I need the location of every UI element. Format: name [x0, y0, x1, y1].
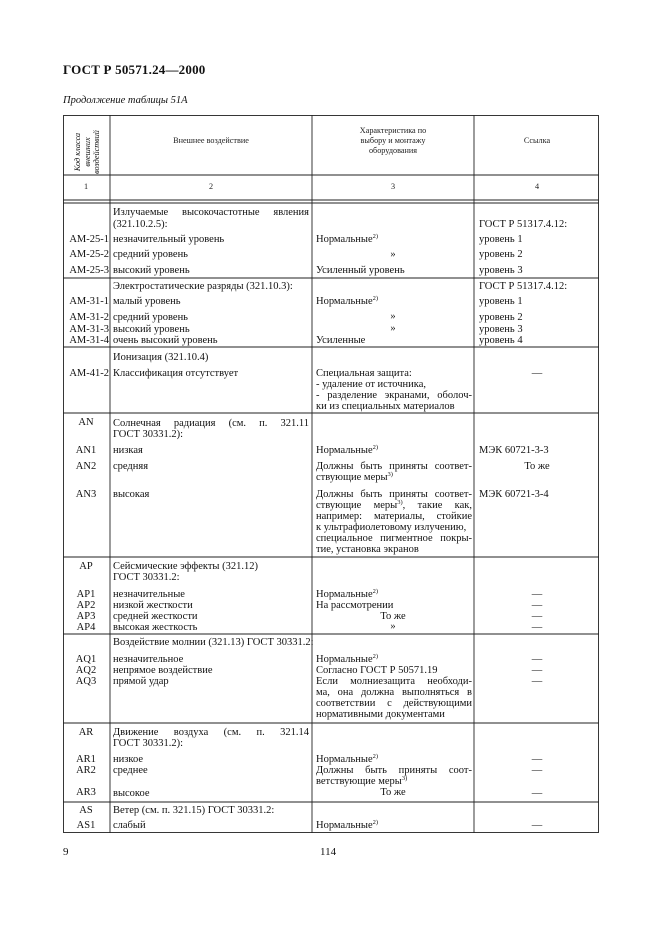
- an3-char-line4: к ультрафиолетовому излучению,: [316, 522, 467, 533]
- ar-title-line2: ГОСТ 30331.2):: [113, 738, 184, 749]
- am31-2-ref: уровень 2: [479, 312, 523, 323]
- ar3-char: То же: [380, 787, 406, 798]
- am41-desc: Классификация отсутствует: [113, 368, 239, 379]
- am31-1-char: Нормальные$^{2)}$: [316, 295, 379, 307]
- header-code-class: Код класса внешних воздействий: [72, 130, 101, 174]
- aq2-code: AQ2: [75, 665, 97, 676]
- ap2-char: На рассмотрении: [316, 600, 394, 611]
- am31-1-code: АМ-31-1: [69, 296, 109, 307]
- am25-2-desc: средний уровень: [113, 249, 188, 260]
- am25-3-desc: высокий уровень: [113, 265, 190, 276]
- an1-desc: низкая: [113, 445, 143, 456]
- am25-3-code: АМ-25-3: [69, 265, 109, 276]
- aq2-ref: —: [531, 665, 543, 676]
- am41-title: Ионизация (321.10.4): [113, 352, 209, 363]
- as-code: AS: [79, 805, 93, 816]
- am41-ref: —: [531, 368, 543, 379]
- am41-char-line4: ки из специальных материалов: [316, 401, 455, 412]
- aq3-char-line3: соответствии с действующими: [316, 698, 472, 709]
- ar2-desc: среднее: [113, 765, 148, 776]
- am31-2-desc: средний уровень: [113, 312, 188, 323]
- an3-ref: МЭК 60721-3-4: [479, 489, 549, 500]
- ap4-ref: —: [531, 622, 543, 633]
- ar1-ref: —: [531, 754, 543, 765]
- ap3-desc: средней жесткости: [113, 611, 198, 622]
- an2-ref: То же: [524, 461, 550, 472]
- ap4-char: »: [390, 621, 396, 632]
- am41-code: АМ-41-2: [69, 368, 109, 379]
- ar1-desc: низкое: [113, 754, 143, 765]
- am31-ref-title: ГОСТ Р 51317.4.12:: [479, 281, 568, 292]
- an3-desc: высокая: [113, 489, 150, 500]
- an-title-line2: ГОСТ 30331.2):: [113, 429, 184, 440]
- ap-title-line1: Сейсмические эффекты (321.12): [113, 561, 258, 572]
- ar3-code: AR3: [76, 787, 96, 798]
- ap2-code: AP2: [76, 600, 96, 611]
- ap1-ref: —: [531, 589, 543, 600]
- aq1-code: AQ1: [75, 654, 97, 665]
- am25-ref-title: ГОСТ Р 51317.4.12:: [479, 219, 568, 230]
- aq3-desc: прямой удар: [113, 676, 169, 687]
- ap3-ref: —: [531, 611, 543, 622]
- an1-code: AN1: [75, 445, 97, 456]
- document-title: ГОСТ Р 50571.24—2000: [63, 62, 206, 77]
- am25-1-desc: незначительный уровень: [113, 234, 225, 245]
- table-continuation-caption: Продолжение таблицы 51А: [63, 95, 188, 106]
- header-reference: Ссылка: [523, 136, 551, 145]
- am41-char-line3: - разделение экранами, оболоч-: [316, 390, 472, 401]
- an1-ref: МЭК 60721-3-3: [479, 445, 549, 456]
- as1-char: Нормальные$^{2)}$: [316, 819, 379, 831]
- ap1-desc: незначительные: [113, 589, 185, 600]
- an3-char-line3: например: материалы, стойкие: [316, 511, 472, 522]
- ar3-desc: высокое: [113, 788, 150, 799]
- ap1-code: AP1: [76, 589, 96, 600]
- aq-title: Воздействие молнии (321.13) ГОСТ 30331.2:: [113, 637, 314, 648]
- am31-3-char: »: [390, 323, 396, 334]
- an2-char-line2: ствующие меры$^{3)}$: [316, 471, 393, 483]
- an-code: AN: [78, 417, 94, 428]
- ap3-code: AP3: [76, 611, 96, 622]
- am31-4-ref: уровень 4: [479, 335, 523, 346]
- col-number-3: 3: [390, 182, 396, 191]
- header-characteristics: Характеристика по выбору и монтажу оборудования: [359, 126, 427, 155]
- ap1-char: Нормальные$^{2)}$: [316, 588, 379, 600]
- an3-char-line2: ствующие меры$^{3)}$, такие как,: [316, 499, 472, 511]
- am25-2-code: АМ-25-2: [69, 249, 109, 260]
- aq2-desc: непрямое воздействие: [113, 665, 213, 676]
- col-number-1: 1: [83, 182, 89, 191]
- am31-4-code: АМ-31-4: [69, 335, 109, 346]
- am25-1-code: АМ-25-1: [69, 234, 109, 245]
- ar2-ref: —: [531, 765, 543, 776]
- page-number-center: 114: [320, 846, 337, 858]
- am25-3-ref: уровень 3: [479, 265, 523, 276]
- am31-2-code: АМ-31-2: [69, 312, 109, 323]
- an3-char-line1: Должны быть приняты соответ-: [316, 489, 472, 500]
- am41-char-line1: Специальная защита:: [316, 368, 412, 379]
- am25-title-line1: Излучаемые высокочастотные явления: [113, 207, 309, 218]
- an1-char: Нормальные$^{2)}$: [316, 444, 379, 456]
- ar2-char-line2: ветствующие меры$^{3)}$: [316, 775, 408, 787]
- an3-code: AN3: [75, 489, 97, 500]
- as1-code: AS1: [76, 820, 96, 831]
- am31-3-desc: высокий уровень: [113, 324, 190, 335]
- ap3-char: То же: [380, 611, 406, 622]
- am31-4-char: Усиленные: [316, 335, 366, 346]
- aq3-ref: —: [531, 676, 543, 687]
- col-number-2: 2: [208, 182, 214, 191]
- aq3-char-line4: нормативными документами: [316, 709, 445, 720]
- am31-4-desc: очень высокий уровень: [113, 335, 218, 346]
- am31-2-char: »: [390, 311, 396, 322]
- page-number-left: 9: [63, 846, 69, 858]
- am31-title: Электростатические разряды (321.10.3):: [113, 281, 293, 292]
- am25-2-ref: уровень 2: [479, 249, 523, 260]
- ar1-char: Нормальные$^{2)}$: [316, 753, 379, 765]
- am31-1-ref: уровень 1: [479, 296, 523, 307]
- aq1-ref: —: [531, 654, 543, 665]
- aq1-desc: незначительное: [113, 654, 184, 665]
- aq3-char-line2: ма, она должна выполняться в: [316, 687, 472, 698]
- ap-code: AP: [79, 561, 93, 572]
- ar1-code: AR1: [76, 754, 96, 765]
- ap2-ref: —: [531, 600, 543, 611]
- aq3-char-line1: Если молниезащита необходи-: [316, 676, 472, 687]
- am25-3-char: Усиленный уровень: [316, 265, 405, 276]
- ar2-code: AR2: [76, 765, 96, 776]
- aq2-char: Согласно ГОСТ Р 50571.19: [316, 665, 438, 676]
- as1-desc: слабый: [113, 820, 146, 831]
- ap4-code: AP4: [76, 622, 96, 633]
- ar2-char-line1: Должны быть приняты соот-: [316, 765, 472, 776]
- col-number-4: 4: [534, 182, 540, 191]
- am25-2-char: »: [390, 249, 396, 260]
- am25-1-char: Нормальные$^{2)}$: [316, 233, 379, 245]
- ap-title-line2: ГОСТ 30331.2:: [113, 572, 180, 583]
- table-51a: [63, 115, 599, 833]
- ar-title-line1: Движение воздуха (см. п. 321.14: [113, 727, 309, 738]
- am41-char-line2: - удаление от источника,: [316, 379, 427, 390]
- an3-char-line5: специальное пигментное покры-: [316, 533, 472, 544]
- ap2-desc: низкой жесткости: [113, 600, 193, 611]
- am31-1-desc: малый уровень: [113, 296, 181, 307]
- am25-title-line2: (321.10.2.5):: [113, 219, 168, 230]
- aq3-code: AQ3: [75, 676, 97, 687]
- as1-ref: —: [531, 820, 543, 831]
- am31-3-ref: уровень 3: [479, 324, 523, 335]
- ar-code: AR: [78, 727, 94, 738]
- am25-1-ref: уровень 1: [479, 234, 523, 245]
- header-external-influence: Внешнее воздействие: [173, 136, 249, 145]
- an3-char-line6: тие, установка экранов: [316, 544, 419, 555]
- aq1-char: Нормальные$^{2)}$: [316, 653, 379, 665]
- an2-desc: средняя: [113, 461, 149, 472]
- an-title-line1: Солнечная радиация (см. п. 321.11: [113, 418, 309, 429]
- ap4-desc: высокая жесткость: [113, 622, 198, 633]
- an2-code: AN2: [75, 461, 97, 472]
- am31-3-code: АМ-31-3: [69, 324, 109, 335]
- ar3-ref: —: [531, 788, 543, 799]
- as-title: Ветер (см. п. 321.15) ГОСТ 30331.2:: [113, 805, 275, 816]
- an2-char-line1: Должны быть приняты соответ-: [316, 461, 472, 472]
